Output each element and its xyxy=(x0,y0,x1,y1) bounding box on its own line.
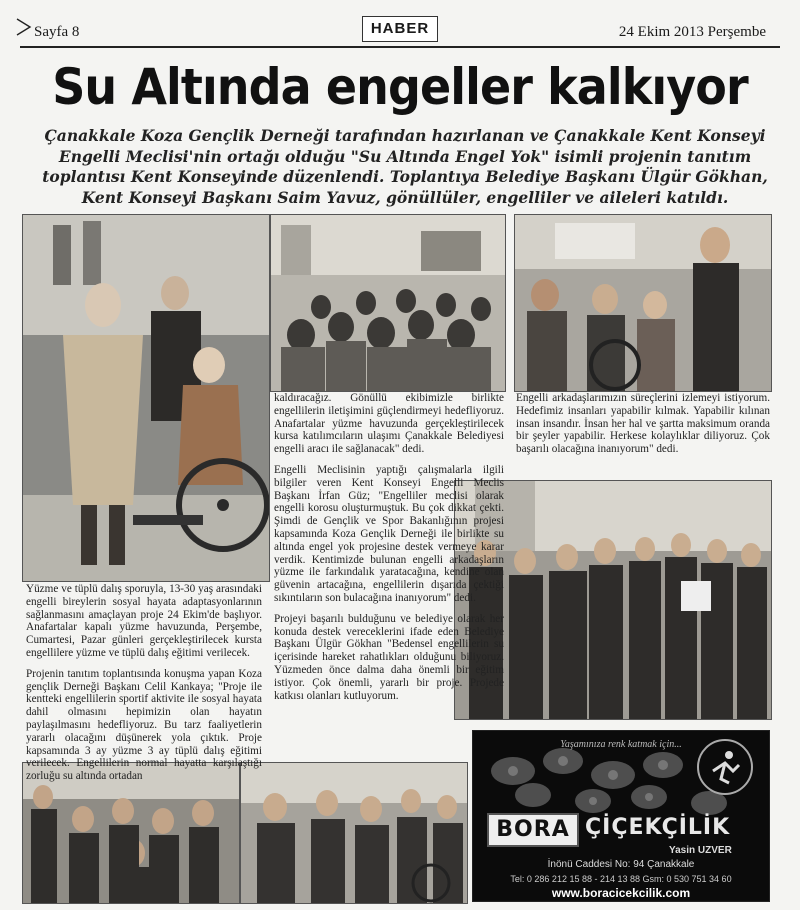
florist-advertisement xyxy=(472,730,770,902)
paragraph: Projeyi başarılı bulduğunu ve belediye olarak her konuda destek vereceklerini ifade eden Belediye Başkanı Ülgür Gökhan "Bedensel engellilerin su içerisinde hareket rahatlıkları olduğunu biliyoruz. Yüzmeden önce dalma daha önemli bir eğitim istiyor. Çok önemli, yararlı bir proje. Projede katkısı olanları kutluyorum. xyxy=(274,612,504,702)
ad-tagline: Yaşamınıza renk katmak için... xyxy=(560,739,682,750)
article-column-1 xyxy=(26,583,262,791)
ad-owner-name: Yasin UZVER xyxy=(669,845,732,856)
ad-address: İnönü Caddesi No: 94 Çanakkale xyxy=(547,859,695,870)
paragraph: Engelli Meclisinin yaptığı çalışmalarla ilgili bilgiler veren Kent Konseyi Engelli Meclis Başkanı İrfan Güz; "Engelliler meclisi olarak engelli korosu oluşturmuştuk. Bu çok dikkat çekti. Şimdi de Gençlik ve Spor Bakanlığının projesi kapsamında Koza Gençlik Derneği ile birlikte su altında engel yok projesine destek vermeye karar verdik. Kentimizde bulunan engelli arkadaşların yüzme ile farkındalık yaratacağına, kendine olan güvenin artacağına, engellilerin dışarıda çektiği sıkıntıların son bulacağına inanıyorum" dedi. xyxy=(274,463,504,604)
photo-seated-audience xyxy=(240,762,468,904)
running-figure-icon xyxy=(697,739,753,795)
publication-logo: HABER xyxy=(362,16,438,42)
article-column-2 xyxy=(274,392,504,710)
photo-wheelchair-girl xyxy=(22,214,270,582)
article-headline: Su Altında engeller kalkıyor xyxy=(52,58,748,116)
ad-logo: BORA xyxy=(487,813,579,847)
photo-speaker-participants xyxy=(514,214,772,392)
paragraph: Projenin tanıtım toplantısında konuşma yapan Koza gençlik Derneği Başkanı Celil Kankaya; "Proje ile kentteki engellilerin sportif aktivite ile sosyal hayata dahil olmasını hepimizin olan hayatın paylaşılmasını hedefliyoruz. Bu tarz faaliyetlerin yararlı olacağını düşünerek yola çıktık. Proje kapsamında 3 ay yüzme 3 ay tüplü dalış eğitimi verilecek. Engellilerin normal hayatta karşılaştığı zorluğu su altında ortadan xyxy=(26,667,262,783)
photo-audience-meeting xyxy=(270,214,506,392)
ad-phone-numbers: Tel: 0 286 212 15 88 - 214 13 88 Gsm: 0 530 751 34 60 xyxy=(510,874,732,884)
article-column-3 xyxy=(516,392,770,464)
article-lead: Çanakkale Koza Gençlik Derneği tarafından hazırlanan ve Çanakkale Kent Konseyi Engelli Meclisi'nin ortağı olduğu "Su Altında Engel Yok" isimli projenin tanıtım toplantısı Kent Konseyinde düzenlendi. Toplantıya Belediye Başkanı Ülgür Gökhan, Kent Konseyi Başkanı Saim Yavuz, gönüllüler, engelliler ve aileleri katıldı. xyxy=(42,126,768,207)
paragraph: kaldıracağız. Gönüllü ekibimizle birlikte engellilerin iletişimini güçlendirmeyi hedefliyoruz. Anafartalar yüzme havuzunda gerçekleştirilecek kursa katılımcıların ulaşımı Çanakkale Belediyesi engelli aracı ile sağlanacak" dedi. xyxy=(274,392,504,456)
ad-website: www.boracicekcilik.com xyxy=(551,886,691,900)
page-number: Sayfa 8 xyxy=(34,24,80,40)
ad-brand-name: ÇİÇEKÇİLİK xyxy=(585,815,731,840)
paragraph: Yüzme ve tüplü dalış sporuyla, 13-30 yaş arasındaki engelli bireylerin sosyal hayata adaptasyonlarının sağlanmasını amaçlayan proje 24 Ekim'de başlıyor. Anafartalar kapalı yüzme havuzunda, Perşembe, Cumartesi, Pazar günleri gerçekleştirilecek kursta engellilere yüzme ve tüplü dalış eğitimi verilecek. xyxy=(26,583,262,659)
page-arrow-icon xyxy=(16,18,32,36)
header-divider xyxy=(20,46,780,48)
issue-date: 24 Ekim 2013 Perşembe xyxy=(618,24,766,40)
paragraph: Engelli arkadaşlarımızın süreçlerini izlemeyi istiyorum. Hedefimiz insanları yapabilir kılmak. Yapabilir kılınan insan insandır. İnsan her hal ve şartta maksimum oranda bir şeyler yapabilir. Herkese kolaylıklar diliyoruz. Çok başarılı olacağına inanıyorum" dedi. xyxy=(516,392,770,456)
